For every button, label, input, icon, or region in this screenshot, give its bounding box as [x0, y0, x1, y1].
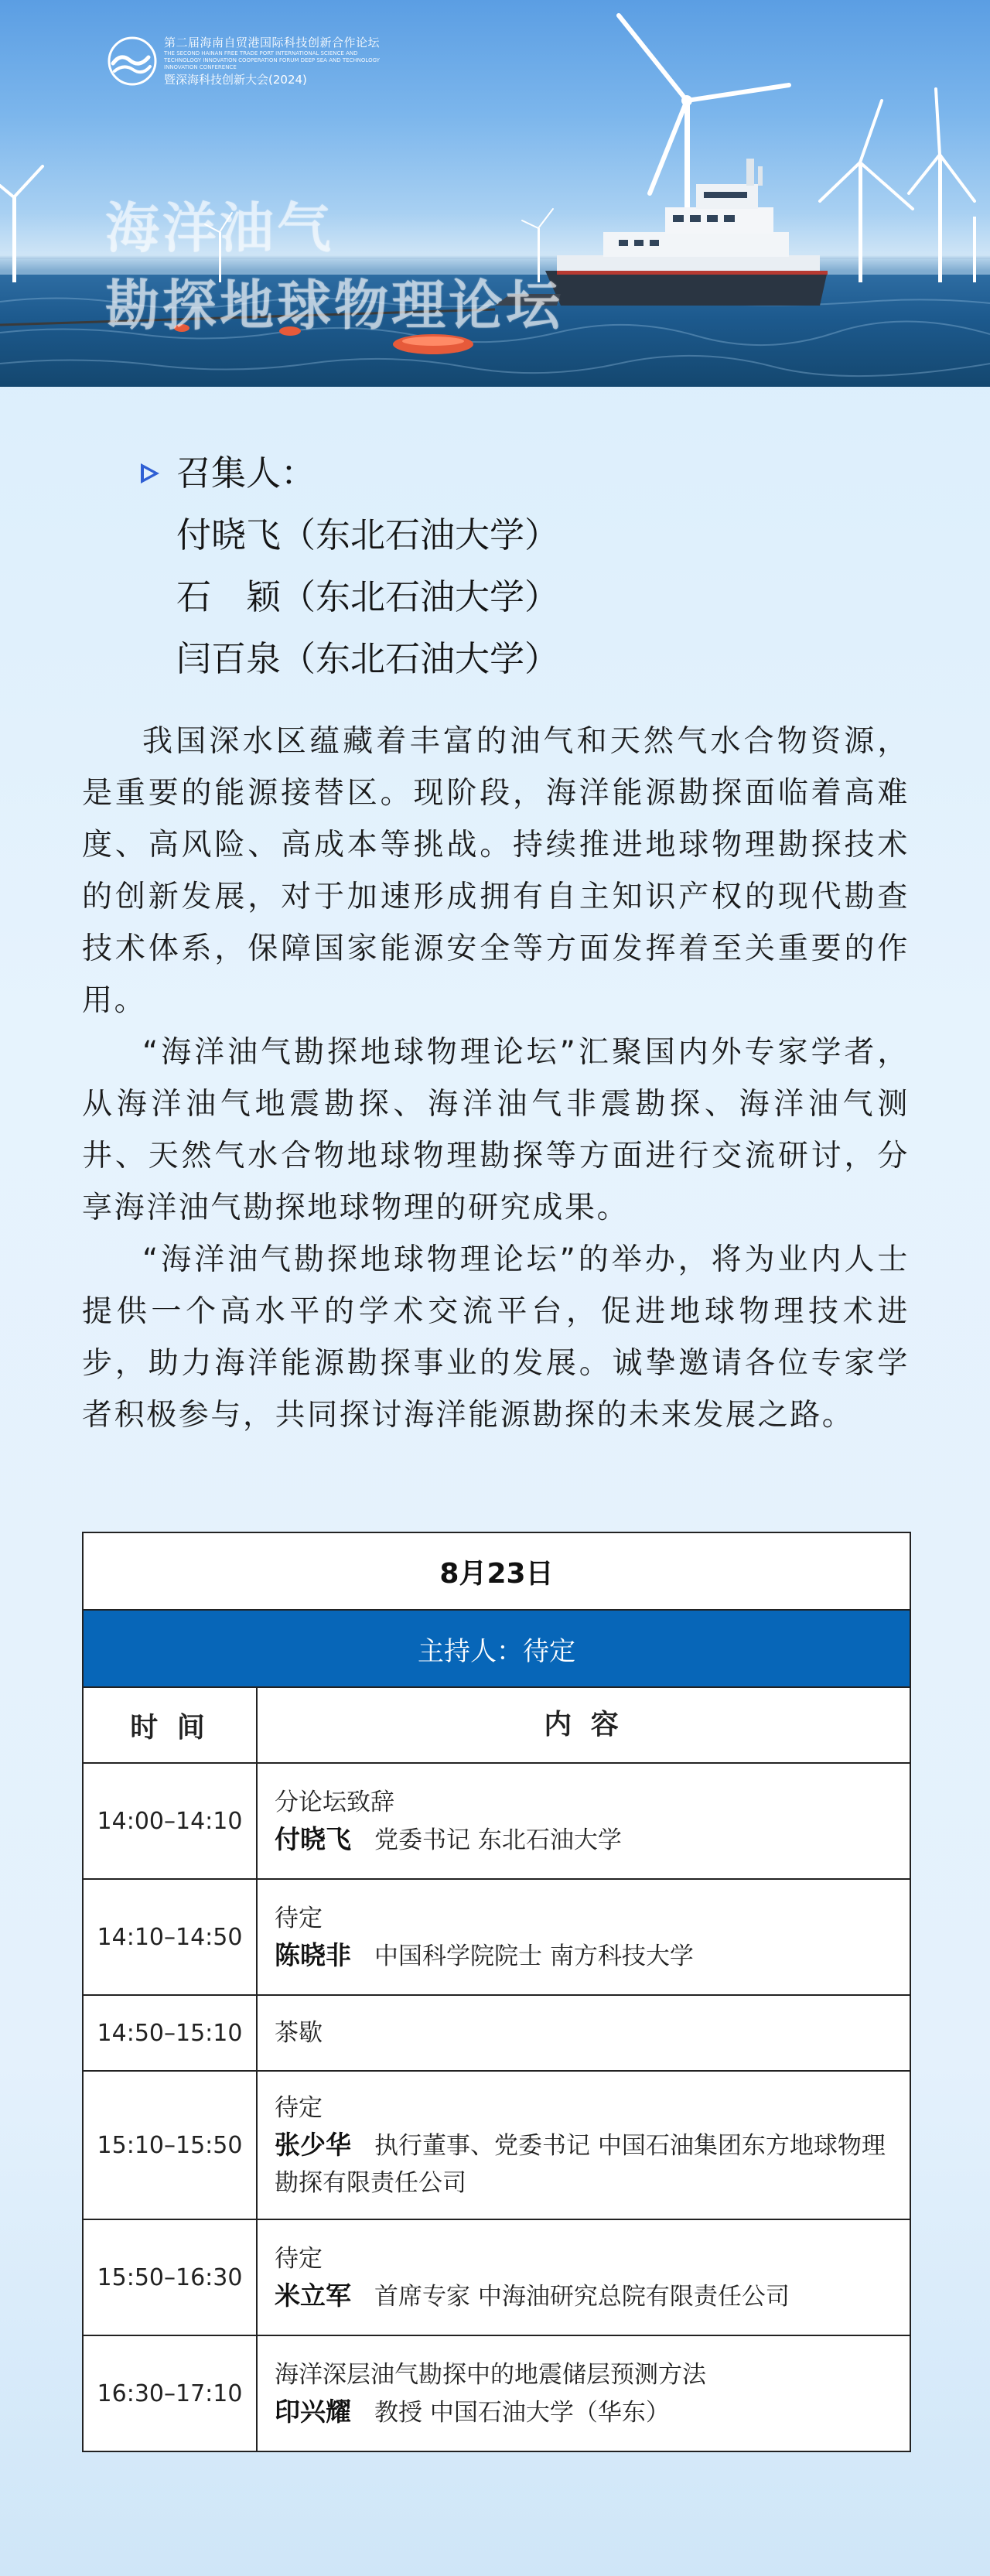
session-time: 15:10–15:50: [84, 2072, 258, 2219]
speaker-name: 付晓飞: [275, 1823, 351, 1854]
session-time: 14:00–14:10: [84, 1764, 258, 1878]
schedule-host: 主持人：待定: [84, 1611, 910, 1688]
forum-title-line2: 勘探地球物理论坛: [105, 274, 563, 337]
forum-wave-logo-icon: [105, 34, 159, 88]
session-topic: 海洋深层油气勘探中的地震储层预测方法: [275, 2360, 706, 2389]
table-row: [84, 2336, 910, 2451]
session-time: 16:30–17:10: [84, 2336, 258, 2451]
speaker-title: 中国科学院院士 南方科技大学: [374, 1942, 694, 1970]
table-row: [84, 1996, 910, 2072]
forum-title-line1: 海洋油气: [105, 196, 334, 260]
schedule-date: 8月23日: [84, 1533, 910, 1611]
logo-title-en: THE SECOND HAINAN FREE TRADE PORT INTERNATIONAL SCIENCE AND TECHNOLOGY INNOVATION COOPERATION FORUM DEEP SEA AND TECHNOLOGY INNOVATION CONFERENCE: [164, 50, 380, 70]
speaker-title: 执行董事、党委书记 中国石油集团东方地球物理勘探有限责任公司: [275, 2131, 886, 2197]
session-time: 15:50–16:30: [84, 2220, 258, 2335]
session-topic: 待定: [275, 2244, 323, 2273]
convener-name: 石 颖（东北石油大学）: [176, 576, 560, 617]
speaker-title: 首席专家 中海油研究总院有限责任公司: [374, 2282, 790, 2311]
table-row: [84, 1764, 910, 1880]
speaker-title: 党委书记 东北石油大学: [374, 1826, 622, 1854]
forum-logo: [105, 34, 396, 88]
table-row: [84, 2220, 910, 2336]
schedule-table: [82, 1532, 911, 2452]
conveners-label: 召集人：: [176, 453, 316, 494]
session-topic: 待定: [275, 2093, 323, 2122]
intro-paragraph: “海洋油气勘探地球物理论坛”的举办，将为业内人士提供一个高水平的学术交流平台，促进地球物理技术进步，助力海洋能源勘探事业的发展。诚挚邀请各位专家学者积极参与，共同探讨海洋能源勘探的未来发展之路。: [82, 1242, 910, 1433]
column-header-time: 时 间: [84, 1688, 258, 1762]
logo-subtitle-cn: 暨深海科技创新大会(2024): [164, 72, 307, 87]
conveners-section: [139, 442, 559, 690]
speaker-name: 米立军: [275, 2280, 351, 2311]
speaker-name: 张少华: [275, 2129, 351, 2160]
session-time: 14:10–14:50: [84, 1880, 258, 1994]
speaker-name: 陈晓非: [275, 1939, 351, 1970]
intro-paragraph: “海洋油气勘探地球物理论坛”汇聚国内外专家学者，从海洋油气地震勘探、海洋油气非震勘探、海洋油气测井、天然气水合物地球物理勘探等方面进行交流研讨，分享海洋油气勘探地球物理的研究成果。: [82, 1035, 910, 1225]
convener-name: 付晓飞（东北石油大学）: [176, 514, 560, 555]
table-row: [84, 1880, 910, 1996]
triangle-bullet-icon: [141, 463, 159, 483]
session-time: 14:50–15:10: [84, 1996, 258, 2070]
hero-banner: [0, 0, 990, 387]
speaker-title: 教授 中国石油大学（华东）: [374, 2398, 670, 2427]
forum-introduction: [82, 716, 910, 1441]
session-topic: 分论坛致辞: [275, 1788, 394, 1816]
logo-title-cn: 第二届海南自贸港国际科技创新合作论坛: [164, 35, 381, 50]
table-row: [84, 2072, 910, 2220]
forum-title: [105, 190, 563, 344]
column-header-content: 内 容: [544, 1709, 623, 1741]
session-topic: 待定: [275, 1904, 323, 1932]
session-topic: 茶歇: [275, 2019, 323, 2047]
table-header-row: [84, 1688, 910, 1764]
intro-paragraph: 我国深水区蕴藏着丰富的油气和天然气水合物资源，是重要的能源接替区。现阶段，海洋能源勘探面临着高难度、高风险、高成本等挑战。持续推进地球物理勘探技术的创新发展，对于加速形成拥有自主知识产权的现代勘查技术体系，保障国家能源安全等方面发挥着至关重要的作用。: [82, 724, 910, 1018]
convener-name: 闫百泉（东北石油大学）: [176, 638, 560, 679]
speaker-name: 印兴耀: [275, 2396, 351, 2427]
